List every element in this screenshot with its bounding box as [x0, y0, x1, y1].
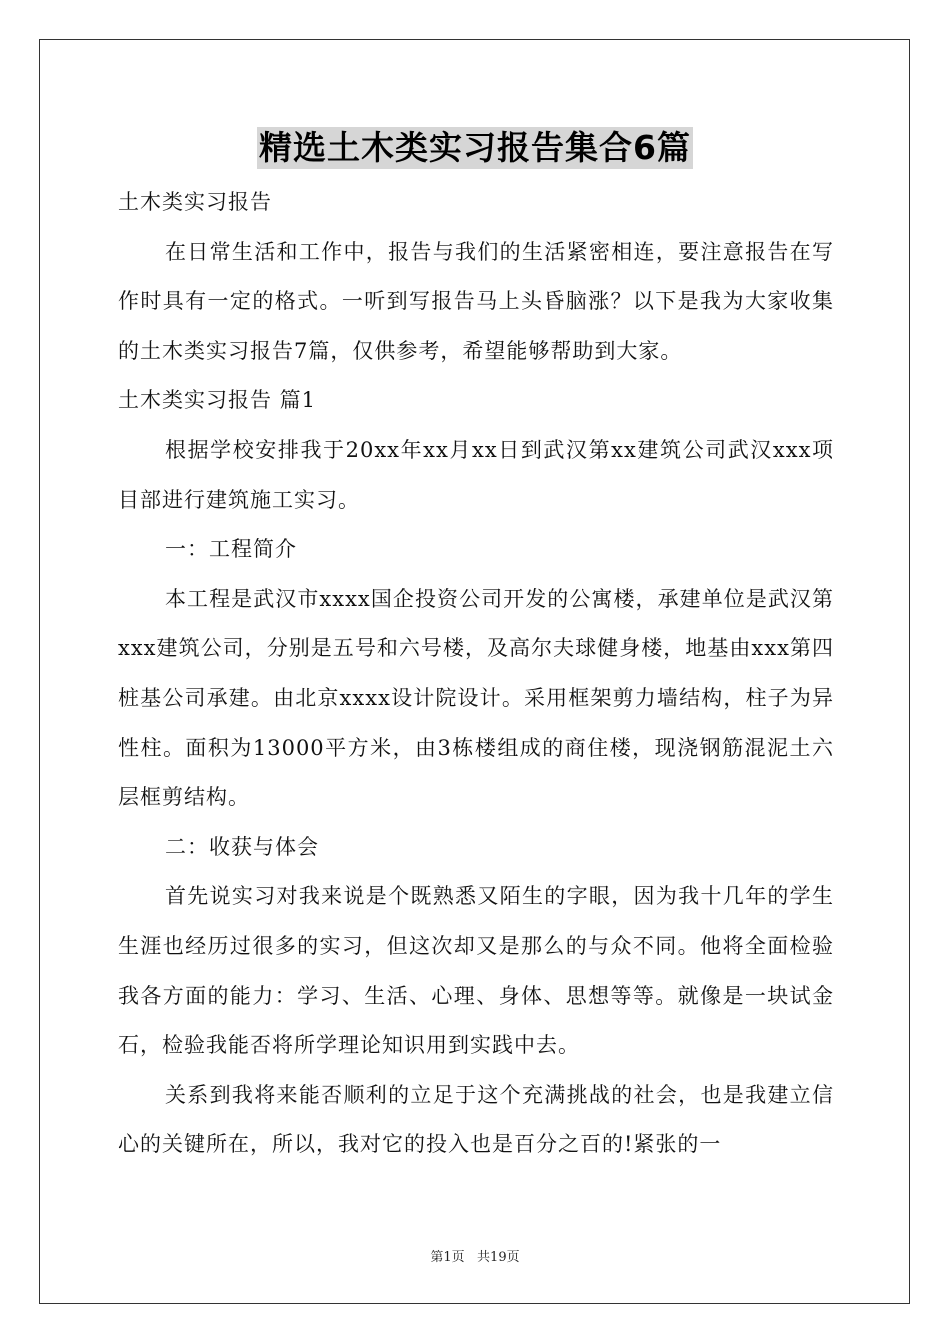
paragraph: 关系到我将来能否顺利的立足于这个充满挑战的社会，也是我建立信心的关键所在，所以，我对它的投入也是百分之百的!紧张的一	[118, 1082, 834, 1157]
section-heading: 土木类实习报告	[118, 190, 272, 214]
document-body	[118, 178, 834, 1170]
page-footer: 第1页 共19页	[430, 1250, 520, 1265]
paragraph: 根据学校安排我于20xx年xx月xx日到武汉第xx建筑公司武汉xxx项目部进行建筑施工实习。	[118, 437, 834, 512]
article-heading: 土木类实习报告 篇1	[118, 388, 317, 413]
intro-paragraph: 在日常生活和工作中，报告与我们的生活紧密相连，要注意报告在写作时具有一定的格式。一听到写报告马上头昏脑涨？以下是我为大家收集的土木类实习报告7篇，仅供参考，希望能够帮助到大家。	[118, 239, 834, 363]
subheading-project-intro: 一：工程简介	[165, 537, 297, 562]
subheading-gains: 二：收获与体会	[165, 834, 319, 859]
title-container	[0, 127, 950, 169]
paragraph: 本工程是武汉市xxxx国企投资公司开发的公寓楼，承建单位是武汉第xxx建筑公司，分别是五号和六号楼，及高尔夫球健身楼，地基由xxx第四桩基公司承建。由北京xxxx设计院设计。采用框架剪力墙结构，柱子为异性柱。面积为13000平方米，由3栋楼组成的商住楼，现浇钢筋混泥土六层框剪结构。	[118, 586, 834, 810]
paragraph: 首先说实习对我来说是个既熟悉又陌生的字眼，因为我十几年的学生生涯也经历过很多的实习，但这次却又是那么的与众不同。他将全面检验我各方面的能力：学习、生活、心理、身体、思想等等。就像是一块试金石，检验我能否将所学理论知识用到实践中去。	[118, 884, 834, 1058]
document-title: 精选土木类实习报告集合6篇	[259, 128, 691, 167]
